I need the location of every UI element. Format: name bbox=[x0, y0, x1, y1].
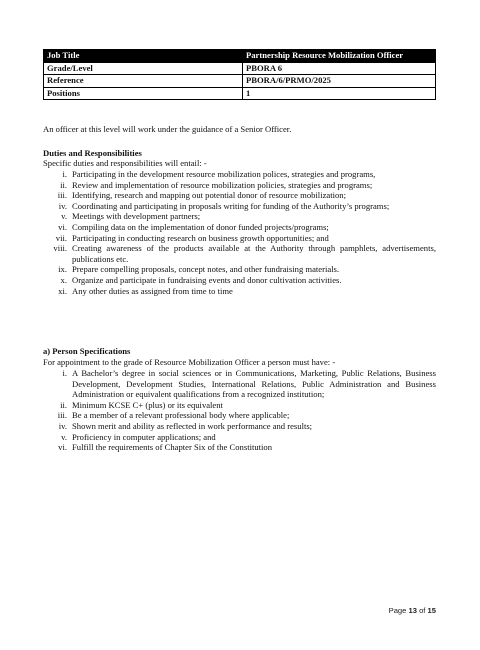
table-row bbox=[44, 75, 436, 88]
list-item-text: Fulfill the requirements of Chapter Six of the Constitution bbox=[72, 442, 273, 453]
list-item bbox=[43, 410, 436, 421]
table-cell: Reference bbox=[44, 75, 243, 88]
table-cell: PBORA 6 bbox=[243, 62, 436, 75]
duties-lead: Specific duties and responsibilities will entail: - bbox=[43, 158, 207, 168]
table-cell: Partnership Resource Mobilization Officer bbox=[243, 50, 436, 63]
list-item bbox=[43, 169, 436, 180]
list-item-number: ii. bbox=[60, 179, 67, 190]
table-row bbox=[44, 50, 436, 63]
list-item bbox=[43, 400, 436, 411]
list-item-text: Prepare compelling proposals, concept notes, and other fundraising materials. bbox=[72, 264, 340, 275]
page-total: 15 bbox=[427, 606, 436, 615]
list-item-text: Review and implementation of resource mobilization policies, strategies and programs; bbox=[72, 179, 373, 190]
table-cell: Grade/Level bbox=[44, 62, 243, 75]
list-item-number: iv. bbox=[58, 420, 67, 431]
list-item-number: i. bbox=[62, 368, 67, 378]
list-item bbox=[43, 201, 436, 212]
list-item-text: A Bachelor’s degree in social sciences or in Communications, Marketing, Public Relations, Business Development, Development Studies, International Relations, Public Administration and Business Administration or equivalent qualifications from a recognized institution; bbox=[72, 368, 436, 400]
table-cell: Job Title bbox=[44, 50, 243, 63]
list-item-text: Proficiency in computer applications; and bbox=[72, 431, 216, 442]
list-item-number: iii. bbox=[57, 190, 67, 201]
list-item bbox=[43, 275, 436, 286]
job-info-table bbox=[43, 49, 436, 100]
list-item bbox=[43, 233, 436, 244]
list-item-text: Participating in the development resource mobilization polices, strategies and programs, bbox=[72, 169, 376, 179]
list-item-text: Compiling data on the implementation of donor funded projects/programs; bbox=[72, 221, 329, 232]
list-item-text: Organize and participate in fundraising events and donor cultivation activities. bbox=[72, 274, 342, 285]
list-item-text: Meetings with development partners; bbox=[72, 211, 201, 222]
list-item-number: xi. bbox=[58, 285, 67, 296]
list-item-number: iii. bbox=[57, 410, 67, 421]
list-item bbox=[43, 190, 436, 201]
list-item bbox=[43, 264, 436, 275]
person-spec-list bbox=[43, 368, 436, 453]
list-item bbox=[43, 421, 436, 432]
list-item-text: Coordinating and participating in proposals writing for funding of the Authority’s programs; bbox=[72, 200, 390, 211]
person-spec-lead: For appointment to the grade of Resource Mobilization Officer a person must have: - bbox=[43, 357, 336, 367]
list-item-text: Creating awareness of the products available at the Authority through pamphlets, advertisements, publications etc. bbox=[72, 243, 436, 264]
list-item-number: v. bbox=[61, 211, 67, 222]
page-of: of bbox=[419, 606, 426, 615]
list-item-text: Identifying, research and mapping out potential donor of resource mobilization; bbox=[72, 190, 346, 201]
table-cell: PBORA/6/PRMO/2025 bbox=[243, 75, 436, 88]
list-item-number: v. bbox=[61, 431, 67, 442]
person-spec-heading: a) Person Specifications bbox=[43, 346, 131, 356]
page-current: 13 bbox=[408, 606, 417, 615]
duties-list bbox=[43, 169, 436, 296]
list-item-number: vii. bbox=[55, 232, 67, 243]
list-item bbox=[43, 286, 436, 297]
list-item-text: Minimum KCSE C+ (plus) or its equivalent bbox=[72, 399, 223, 410]
list-item bbox=[43, 222, 436, 233]
list-item bbox=[43, 442, 436, 453]
table-cell: 1 bbox=[243, 87, 436, 100]
list-item-number: i. bbox=[62, 169, 67, 179]
table-row bbox=[44, 87, 436, 100]
list-item-text: Any other duties as assigned from time to time bbox=[72, 285, 233, 296]
list-item-number: ii. bbox=[60, 399, 67, 410]
list-item-text: Be a member of a relevant professional body where applicable; bbox=[72, 410, 290, 421]
list-item bbox=[43, 243, 436, 264]
list-item-text: Participating in conducting research on business growth opportunities; and bbox=[72, 232, 329, 243]
list-item-number: vi. bbox=[58, 221, 67, 232]
table-row bbox=[44, 62, 436, 75]
list-item bbox=[43, 180, 436, 191]
list-item-number: x. bbox=[60, 274, 67, 285]
list-item bbox=[43, 211, 436, 222]
list-item-number: vi. bbox=[58, 442, 67, 453]
list-item bbox=[43, 368, 436, 400]
list-item-number: viii. bbox=[53, 243, 67, 254]
list-item-number: iv. bbox=[58, 200, 67, 211]
intro-paragraph: An officer at this level will work under the guidance of a Senior Officer. bbox=[43, 124, 292, 134]
list-item-number: ix. bbox=[58, 264, 67, 275]
list-item bbox=[43, 432, 436, 443]
table-cell: Positions bbox=[44, 87, 243, 100]
page-prefix: Page bbox=[388, 606, 407, 615]
page-number bbox=[389, 606, 436, 615]
duties-heading: Duties and Responsibilities bbox=[43, 148, 142, 158]
list-item-text: Shown merit and ability as reflected in work performance and results; bbox=[72, 420, 313, 431]
